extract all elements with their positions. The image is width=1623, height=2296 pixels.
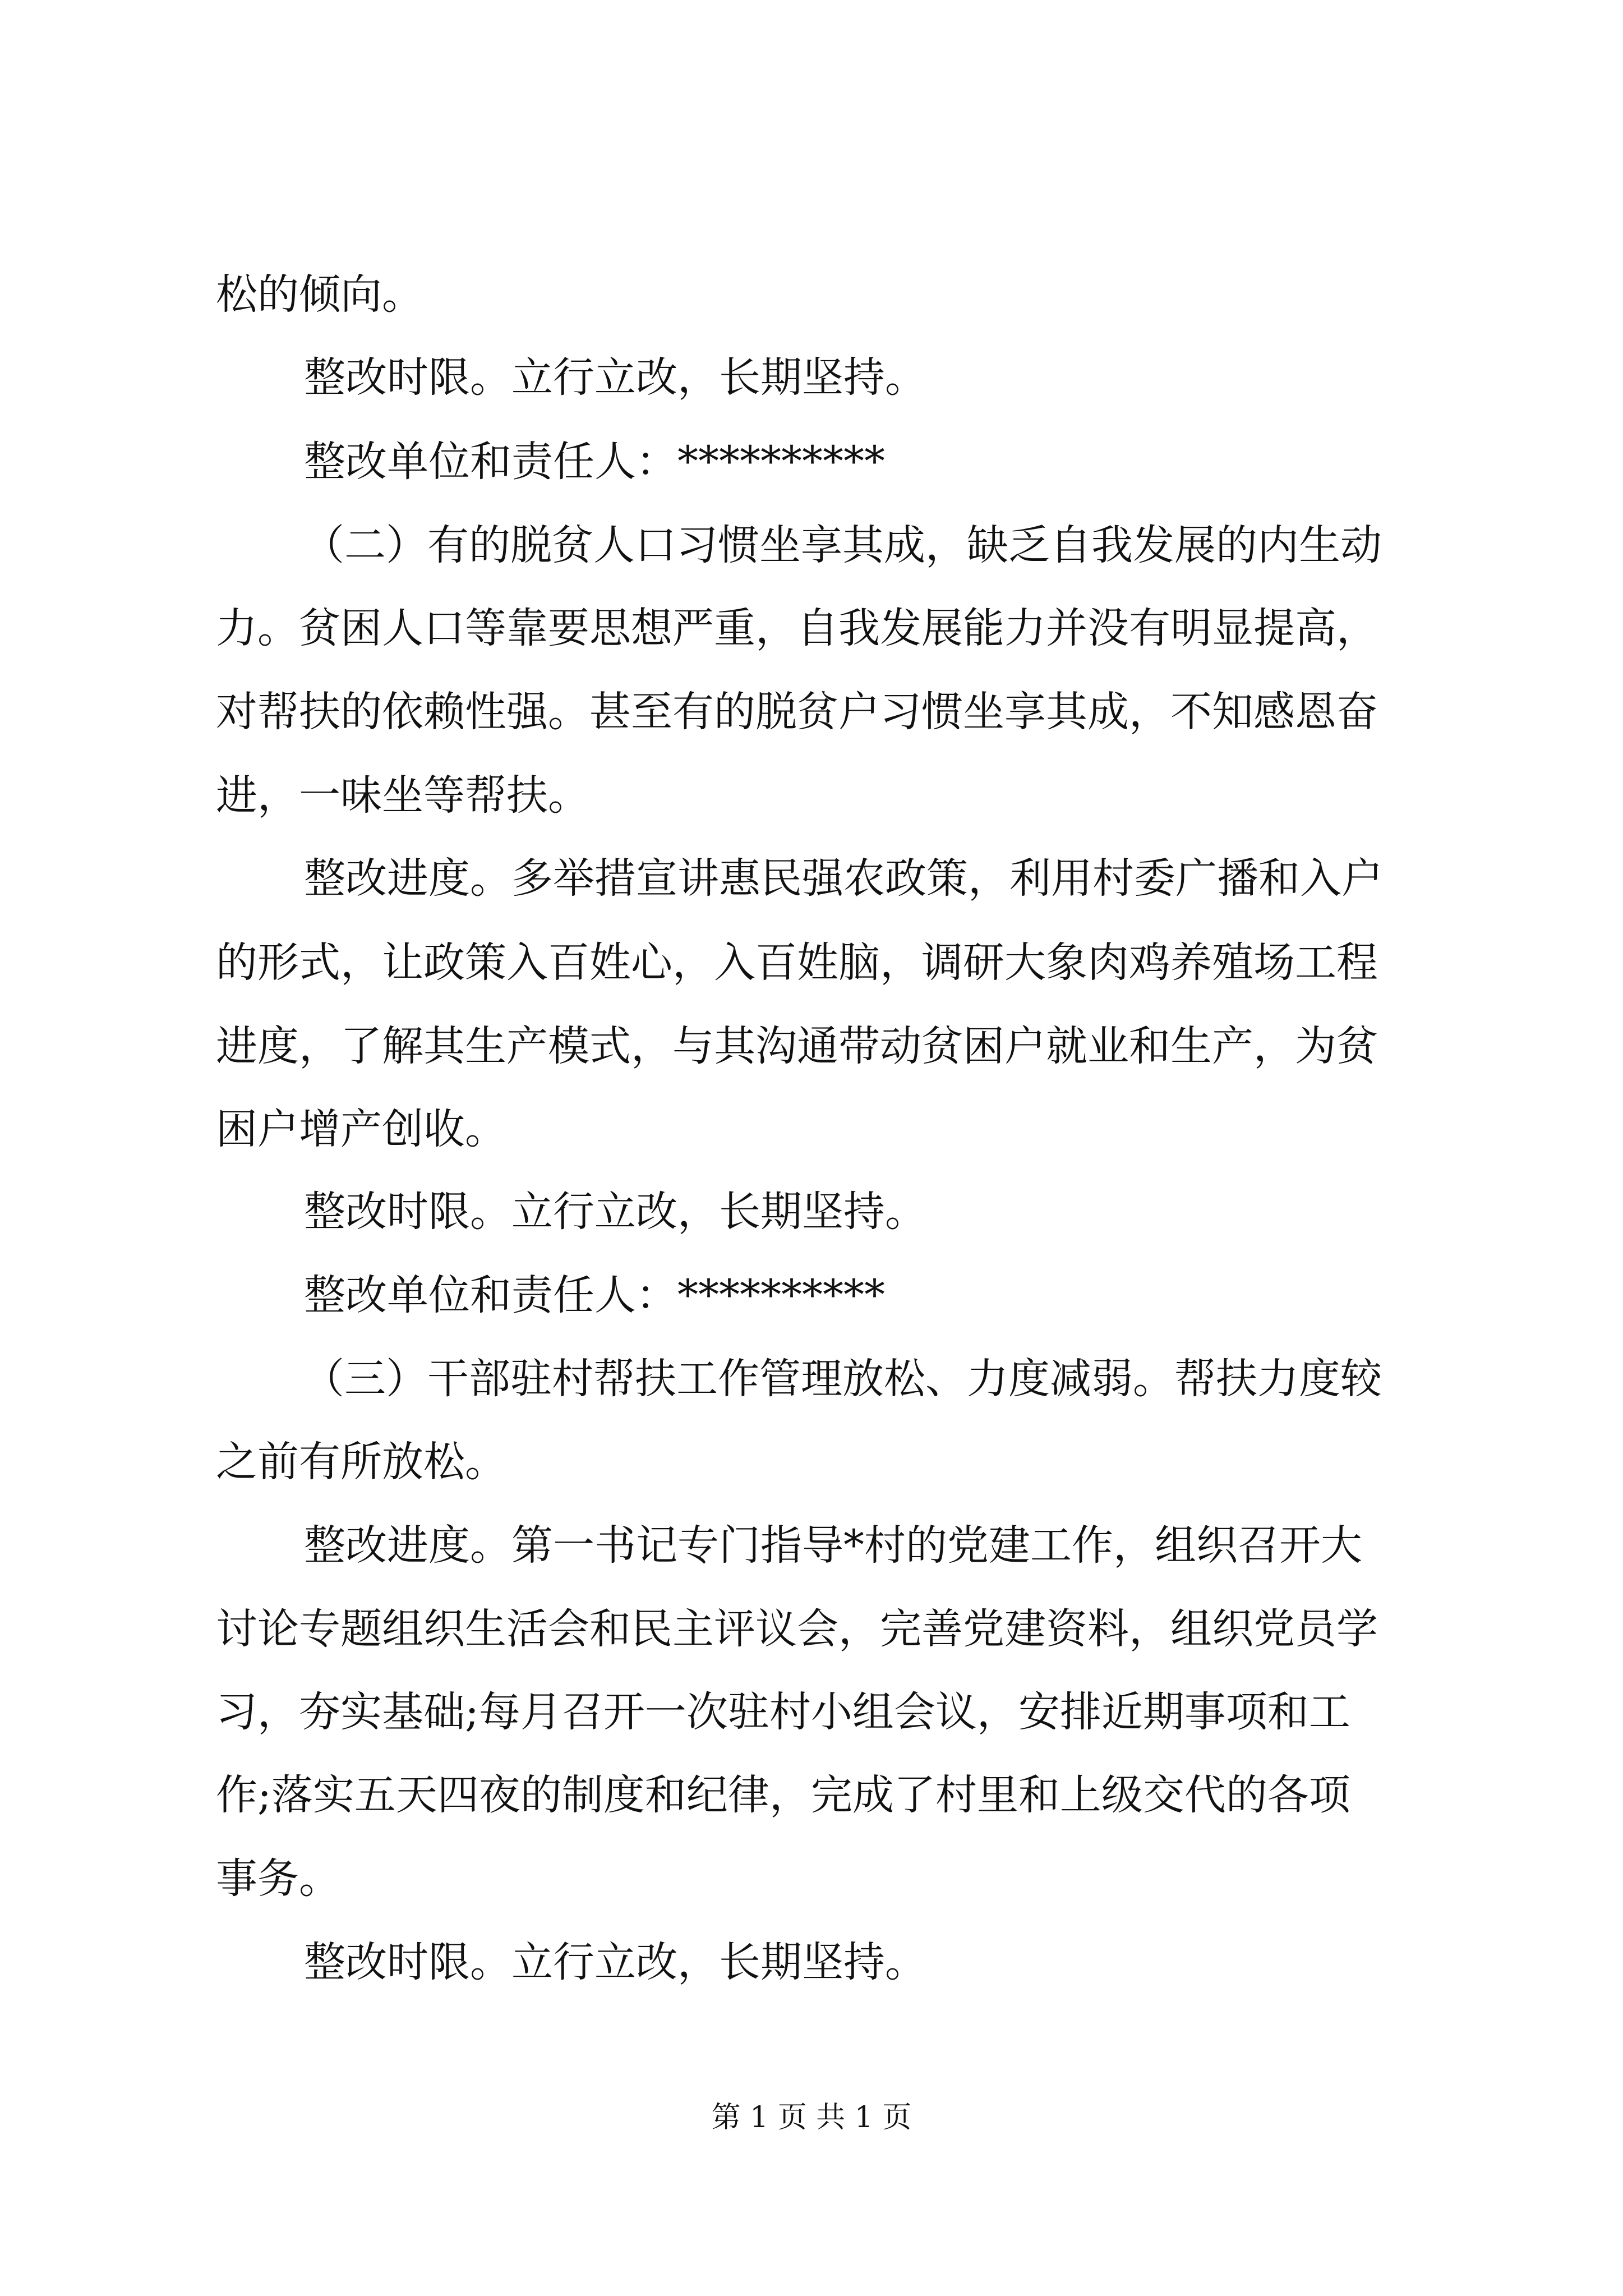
text-line: 进，一味坐等帮扶。 bbox=[216, 771, 589, 820]
text-line: 整改单位和责任人：********** bbox=[304, 1271, 885, 1319]
text-line: （二）有的脱贫人口习惯坐享其成，缺乏自我发展的内生动 bbox=[303, 521, 1382, 569]
text-line: 整改时限。立行立改，长期坚持。 bbox=[304, 1188, 926, 1236]
text-line: 整改单位和责任人：********** bbox=[304, 438, 885, 486]
text-line: 习，夯实基础;每月召开一次驻村小组会议，安排近期事项和工 bbox=[216, 1688, 1350, 1736]
text-line: 事务。 bbox=[216, 1855, 340, 1903]
text-line: 的形式，让政策入百姓心，入百姓脑，调研大象肉鸡养殖场工程 bbox=[216, 938, 1378, 987]
text-line: 力。贫困人口等靠要思想严重，自我发展能力并没有明显提高， bbox=[216, 604, 1378, 652]
text-line: 困户增产创收。 bbox=[216, 1105, 506, 1153]
text-line: 整改时限。立行立改，长期坚持。 bbox=[304, 353, 926, 402]
text-line: 作;落实五天四夜的制度和纪律，完成了村里和上级交代的各项 bbox=[216, 1771, 1350, 1819]
text-line: 讨论专题组织生活会和民主评议会，完善党建资料，组织党员学 bbox=[216, 1605, 1378, 1653]
text-line: 对帮扶的依赖性强。甚至有的脱贫户习惯坐享其成，不知感恩奋 bbox=[216, 688, 1378, 736]
text-line: 之前有所放松。 bbox=[216, 1438, 506, 1486]
text-line: 进度，了解其生产模式，与其沟通带动贫困户就业和生产，为贫 bbox=[216, 1022, 1378, 1070]
text-line: （三）干部驻村帮扶工作管理放松、力度减弱。帮扶力度较 bbox=[303, 1355, 1382, 1403]
text-line: 整改进度。第一书记专门指导*村的党建工作，组织召开大 bbox=[304, 1521, 1362, 1570]
text-line: 松的倾向。 bbox=[216, 270, 423, 319]
text-line: 整改进度。多举措宣讲惠民强农政策，利用村委广播和入户 bbox=[304, 854, 1383, 903]
text-line: 整改时限。立行立改，长期坚持。 bbox=[304, 1938, 926, 1986]
page-footer: 第 1 页 共 1 页 bbox=[711, 2101, 912, 2134]
